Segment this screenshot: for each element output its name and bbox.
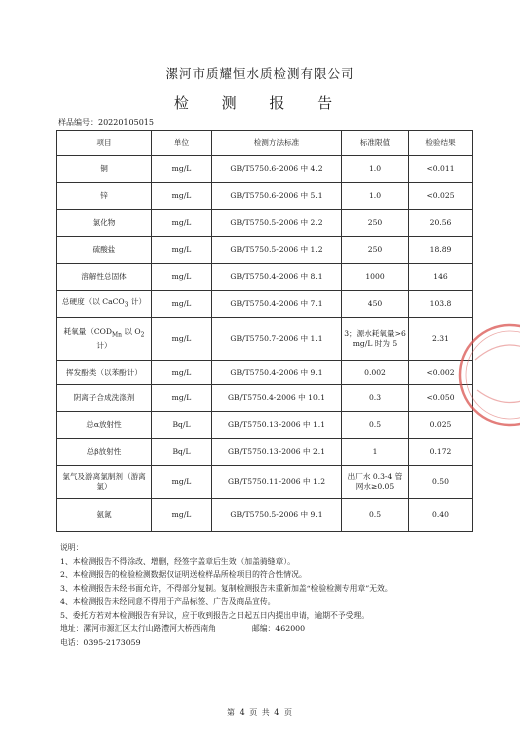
table-row bbox=[57, 210, 473, 237]
cell-method: GB/T5750.6-2006 中 4.2 bbox=[212, 156, 342, 183]
item-text: 耗氧量（COD bbox=[63, 327, 112, 337]
cell-item: 阴离子合成洗涤剂 bbox=[57, 385, 152, 412]
cell-unit: mg/L bbox=[152, 183, 212, 210]
cell-item: 氨氮 bbox=[57, 499, 152, 532]
cell-limit: 450 bbox=[342, 291, 409, 318]
table-row bbox=[57, 466, 473, 499]
cell-item: 锌 bbox=[57, 183, 152, 210]
table-row bbox=[57, 361, 473, 385]
cell-limit: 0.002 bbox=[342, 361, 409, 385]
address: 地址：漯河市源汇区太行山路澧河大桥西南角 bbox=[60, 624, 216, 633]
cell-result: <0.011 bbox=[409, 156, 473, 183]
cell-method: GB/T5750.4-2006 中 10.1 bbox=[212, 385, 342, 412]
cell-unit: Bq/L bbox=[152, 439, 212, 466]
col-header-unit: 单位 bbox=[152, 131, 212, 156]
cell-unit: mg/L bbox=[152, 210, 212, 237]
cell-item: 总β放射性 bbox=[57, 439, 152, 466]
cell-method: GB/T5750.13-2006 中 2.1 bbox=[212, 439, 342, 466]
cell-method: GB/T5750.4-2006 中 8.1 bbox=[212, 264, 342, 291]
table-row bbox=[57, 439, 473, 466]
note-item: 2、本检测报告的检验检测数据仅证明送检样品所检项目的符合性情况。 bbox=[60, 570, 307, 579]
address-line bbox=[60, 622, 480, 636]
cell-unit: mg/L bbox=[152, 361, 212, 385]
company-name: 漯河市质耀恒水质检测有限公司 bbox=[165, 66, 355, 81]
notes-section bbox=[60, 541, 480, 649]
item-subscript: 2 bbox=[140, 331, 145, 339]
note-item: 3、本检测报告未经书面允许，不得部分复制。复制检测报告未重新加盖“检验检测专用章”无效。 bbox=[60, 583, 393, 593]
cell-result: 0.025 bbox=[409, 412, 473, 439]
cell-item: 总α放射性 bbox=[57, 412, 152, 439]
cell-unit: mg/L bbox=[152, 291, 212, 318]
cell-unit: mg/L bbox=[152, 237, 212, 264]
cell-limit: 1000 bbox=[342, 264, 409, 291]
cell-item: 硫酸盐 bbox=[57, 237, 152, 264]
cell-method: GB/T5750.5-2006 中 1.2 bbox=[212, 237, 342, 264]
cell-result: 146 bbox=[409, 264, 473, 291]
table-row bbox=[57, 237, 473, 264]
cell-item: 挥发酚类（以苯酚计） bbox=[57, 361, 152, 385]
cell-limit: 0.5 bbox=[342, 499, 409, 532]
table-row bbox=[57, 499, 473, 532]
cell-unit: mg/L bbox=[152, 318, 212, 361]
table-row bbox=[57, 183, 473, 210]
item-text: 计） bbox=[128, 297, 147, 307]
cell-limit: 1 bbox=[342, 439, 409, 466]
cell-limit: 1.0 bbox=[342, 183, 409, 210]
results-table bbox=[56, 130, 473, 532]
cell-item: 氯气及游离氯制剂（游离氯） bbox=[57, 466, 152, 499]
cell-limit: 250 bbox=[342, 210, 409, 237]
cell-result: 18.89 bbox=[409, 237, 473, 264]
cell-limit: 出厂水 0.3-4 管网水≥0.05 bbox=[342, 466, 409, 499]
cell-method: GB/T5750.6-2006 中 5.1 bbox=[212, 183, 342, 210]
page-number: 第 4 页 共 4 页 bbox=[227, 708, 293, 717]
cell-method: GB/T5750.13-2006 中 1.1 bbox=[212, 412, 342, 439]
note-item: 4、本检测报告未经同意不得用于产品标签、广告及商品宣传。 bbox=[60, 597, 276, 606]
item-subscript: Mn bbox=[112, 331, 123, 339]
cell-unit: mg/L bbox=[152, 466, 212, 499]
cell-result: 0.50 bbox=[409, 466, 473, 499]
col-header-item: 项目 bbox=[57, 131, 152, 156]
cell-method: GB/T5750.7-2006 中 1.1 bbox=[212, 318, 342, 361]
item-text: 以 O bbox=[122, 327, 141, 337]
cell-limit: 1.0 bbox=[342, 156, 409, 183]
cell-method: GB/T5750.5-2006 中 9.1 bbox=[212, 499, 342, 532]
cell-method: GB/T5750.4-2006 中 7.1 bbox=[212, 291, 342, 318]
cell-unit: mg/L bbox=[152, 264, 212, 291]
phone: 电话：0395-2173059 bbox=[60, 637, 141, 647]
cell-limit: 250 bbox=[342, 237, 409, 264]
cell-result: 0.172 bbox=[409, 439, 473, 466]
table-row bbox=[57, 291, 473, 318]
cell-method: GB/T5750.4-2006 中 9.1 bbox=[212, 361, 342, 385]
table-row bbox=[57, 385, 473, 412]
cell-unit: Bq/L bbox=[152, 412, 212, 439]
cell-item bbox=[57, 318, 152, 361]
notes-heading: 说明： bbox=[60, 543, 84, 552]
cell-result: 103.8 bbox=[409, 291, 473, 318]
item-subscript: 3 bbox=[124, 301, 129, 309]
col-header-result: 检验结果 bbox=[409, 131, 473, 156]
cell-unit: mg/L bbox=[152, 156, 212, 183]
note-item: 5、委托方若对本检测报告有异议，应于收到报告之日起五日内提出申请，逾期不予受理。 bbox=[60, 610, 370, 620]
col-header-method: 检测方法标准 bbox=[212, 131, 342, 156]
cell-item: 氯化物 bbox=[57, 210, 152, 237]
col-header-limit: 标准限值 bbox=[342, 131, 409, 156]
cell-unit: mg/L bbox=[152, 385, 212, 412]
cell-result: <0.025 bbox=[409, 183, 473, 210]
cell-unit: mg/L bbox=[152, 499, 212, 532]
cell-limit: 0.3 bbox=[342, 385, 409, 412]
cell-result: <0.050 bbox=[409, 385, 473, 412]
table-row bbox=[57, 318, 473, 361]
sample-number: 样品编号：20220105015 bbox=[58, 118, 154, 127]
item-text: 总硬度（以 CaCO bbox=[61, 297, 125, 307]
report-title: 检 测 报 告 bbox=[173, 94, 347, 112]
table-row bbox=[57, 264, 473, 291]
cell-item: 溶解性总固体 bbox=[57, 264, 152, 291]
cell-item bbox=[57, 291, 152, 318]
cell-result: 2.31 bbox=[409, 318, 473, 361]
cell-method: GB/T5750.5-2006 中 2.2 bbox=[212, 210, 342, 237]
table-row bbox=[57, 156, 473, 183]
table-row bbox=[57, 412, 473, 439]
cell-result: <0.002 bbox=[409, 361, 473, 385]
cell-limit: 3；源水耗氧量>6 mg/L 时为 5 bbox=[342, 318, 409, 361]
cell-result: 20.56 bbox=[409, 210, 473, 237]
cell-limit: 0.5 bbox=[342, 412, 409, 439]
item-text: 计） bbox=[96, 340, 112, 350]
postal-code: 邮编：462000 bbox=[251, 624, 306, 633]
cell-method: GB/T5750.11-2006 中 1.2 bbox=[212, 466, 342, 499]
note-item: 1、本检测报告不得涂改、增删，经签字盖章后生效（加盖骑缝章）。 bbox=[60, 556, 295, 566]
cell-item: 铜 bbox=[57, 156, 152, 183]
cell-result: 0.40 bbox=[409, 499, 473, 532]
table-header-row bbox=[57, 131, 473, 156]
